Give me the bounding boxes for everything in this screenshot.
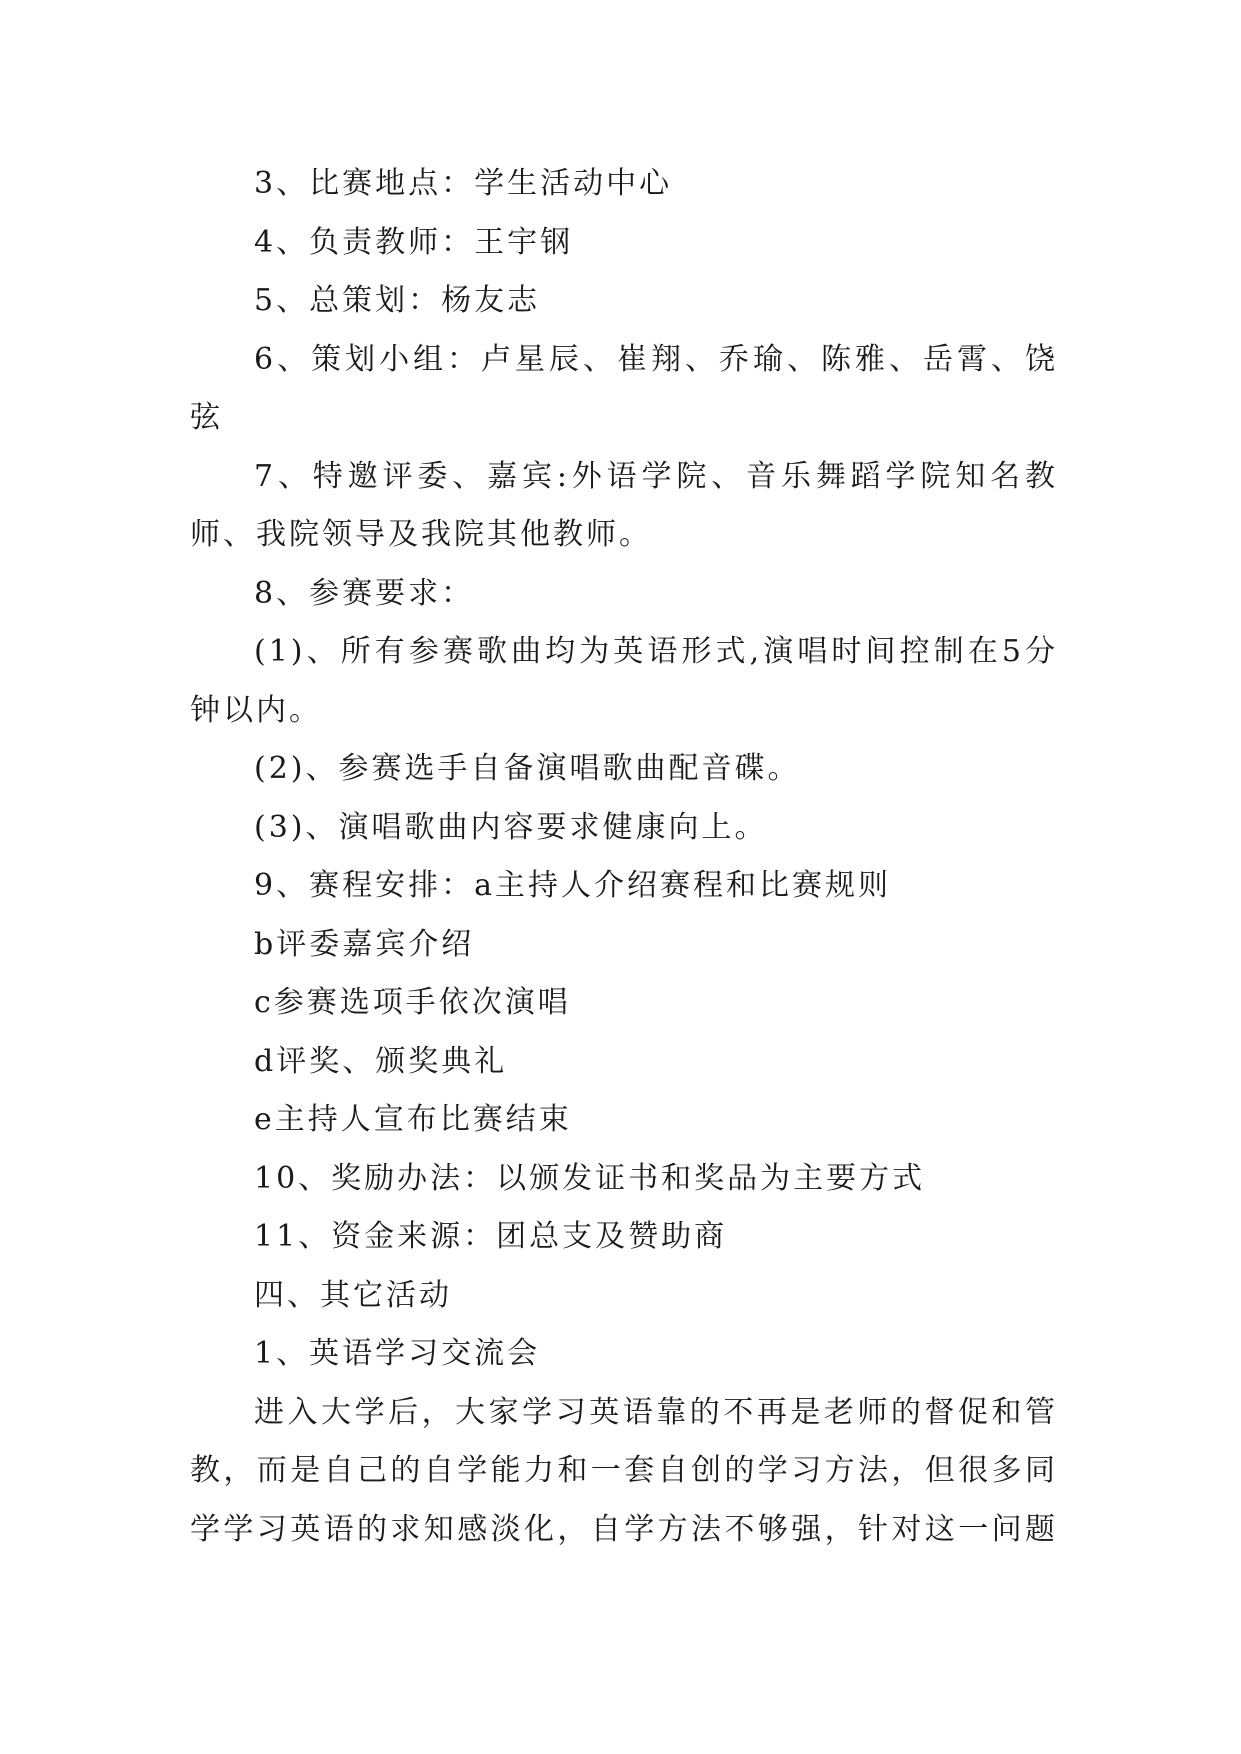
paragraph-exchange-body: 进入大学后，大家学习英语靠的不再是老师的督促和管教，而是自己的自学能力和一套自创的学习方法，但很多同学学习英语的求知感淡化，自学方法不够强，针对这一问题 [190, 1394, 1058, 1547]
subheading-english-exchange: 1、英语学习交流会 [254, 1336, 541, 1371]
paragraph-requirement-2: (2)、参赛选手自备演唱歌曲配音碟。 [254, 751, 801, 786]
paragraph-venue: 3、比赛地点：学生活动中心 [254, 166, 673, 201]
section-heading-other-activities: 四、其它活动 [254, 1277, 452, 1313]
document-page [190, 155, 1058, 1559]
paragraph-requirements: 8、参赛要求： [254, 575, 475, 611]
paragraph-schedule-e: e主持人宣布比赛结束 [254, 1102, 572, 1137]
paragraph-planning-team: 6、策划小组：卢星辰、崔翔、乔瑜、陈雅、岳霄、饶弦 [190, 341, 1058, 435]
paragraph-awards: 10、奖励办法：以颁发证书和奖品为主要方式 [254, 1160, 926, 1196]
paragraph-requirement-1: (1)、所有参赛歌曲均为英语形式,演唱时间控制在5分钟以内。 [190, 634, 1058, 728]
paragraph-judges: 7、特邀评委、嘉宾:外语学院、音乐舞蹈学院知名教师、我院领导及我院其他教师。 [190, 458, 1058, 552]
paragraph-schedule-b: b评委嘉宾介绍 [254, 926, 475, 962]
paragraph-schedule-c: c参赛选项手依次演唱 [254, 985, 571, 1020]
paragraph-planner: 5、总策划：杨友志 [254, 283, 541, 318]
paragraph-funding: 11、资金来源：团总支及赞助商 [254, 1219, 728, 1254]
paragraph-teacher: 4、负责教师：王宇钢 [254, 224, 574, 260]
paragraph-requirement-3: (3)、演唱歌曲内容要求健康向上。 [254, 809, 768, 845]
paragraph-schedule-d: d评奖、颁奖典礼 [254, 1043, 508, 1079]
paragraph-schedule: 9、赛程安排：a主持人介绍赛程和比赛规则 [254, 868, 891, 903]
